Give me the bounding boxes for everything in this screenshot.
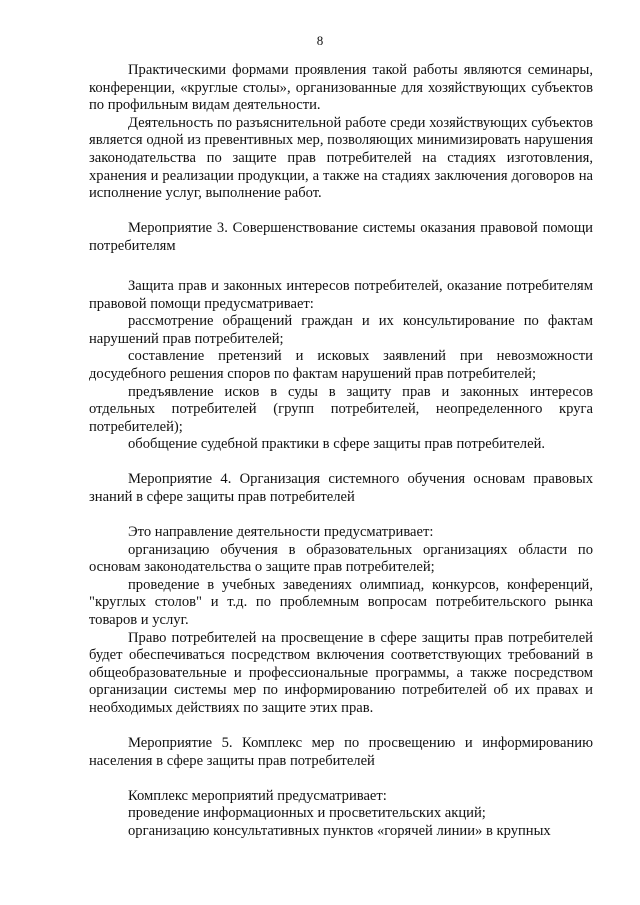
paragraph-complex-intro: Комплекс мероприятий предусматривает: — [128, 787, 387, 804]
page-body — [89, 62, 593, 841]
list-item-lawsuits: предъявление исков в суды в защиту прав и законных интересов отдельных потребителей (групп потребителей, неопределенного круга потребителей); — [89, 383, 593, 435]
list-item-hotline: организацию консультативных пунктов «горячей линии» в крупных — [128, 822, 551, 839]
section-heading-measure-4: Мероприятие 4. Организация системного обучения основам правовых знаний в сфере защиты прав потребителей — [89, 471, 593, 505]
paragraph-legal-help-intro: Защита прав и законных интересов потребителей, оказание потребителям правовой помощи предусматривает: — [89, 277, 593, 312]
paragraph-practical-forms: Практическими формами проявления такой работы являются семинары, конференции, «круглые столы», организованные для хозяйствующих субъектов по профильным видам деятельности. — [89, 62, 593, 114]
section-heading-measure-3: Мероприятие 3. Совершенствование системы оказания правовой помощи потребителям — [89, 220, 593, 254]
paragraph-explanatory-work: Деятельность по разъяснительной работе среди хозяйствующих субъектов является одной из превентивных мер, позволяющих минимизировать нарушения законодательства по защите прав потребителей на стадиях изготовления, хранения и реализации продукции, а также на стадиях заключения договоров на исполнение услуг, выполнение работ. — [89, 114, 593, 202]
list-item-complaints-review: рассмотрение обращений граждан и их консультирование по фактам нарушений прав потребителей; — [89, 313, 593, 347]
list-item-claims-drafting: составление претензий и исковых заявлений при невозможности досудебного решения споров по фактам нарушений прав потребителей; — [89, 348, 593, 382]
list-item-court-practice: обобщение судебной практики в сфере защиты прав потребителей. — [128, 436, 546, 453]
page-number: 8 — [316, 33, 324, 48]
list-item-education: организацию обучения в образовательных организациях области по основам законодательства о защите прав потребителей; — [89, 541, 593, 576]
paragraph-right-to-education: Право потребителей на просвещение в сфере защиты прав потребителей будет обеспечиваться посредством включения соответствующих требований в общеобразовательные и профессиональные программы, а также посредством организации системы мер по информированию потребителей об их правах и необходимых действиях по защите этих прав. — [89, 629, 593, 716]
list-item-olympiads: проведение в учебных заведениях олимпиад, конкурсов, конференций, "круглых столов" и т.д. по проблемным вопросам потребительского рынка товаров и услуг. — [89, 576, 593, 629]
paragraph-direction-intro: Это направление деятельности предусматривает: — [128, 524, 434, 541]
section-heading-measure-5: Мероприятие 5. Комплекс мер по просвещению и информированию населения в сфере защиты прав потребителей — [89, 735, 593, 769]
list-item-info-actions: проведение информационных и просветительских акций; — [128, 805, 486, 822]
